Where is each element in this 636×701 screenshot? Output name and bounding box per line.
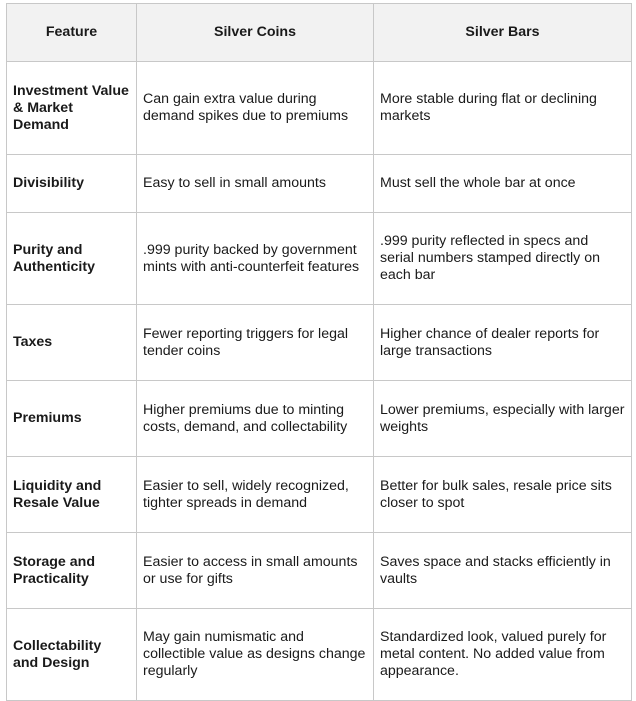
table-body bbox=[7, 62, 632, 701]
feature-cell: Investment Value & Market Demand bbox=[7, 62, 137, 155]
table-row-liquidity bbox=[7, 457, 632, 533]
feature-cell: Liquidity and Resale Value bbox=[7, 457, 137, 533]
header-silver-bars: Silver Bars bbox=[374, 4, 632, 62]
table-row-premiums bbox=[7, 381, 632, 457]
table-row-divisibility bbox=[7, 155, 632, 213]
coins-cell: Easier to sell, widely recognized, tighter spreads in demand bbox=[137, 457, 374, 533]
coins-cell: Easy to sell in small amounts bbox=[137, 155, 374, 213]
feature-cell: Purity and Authenticity bbox=[7, 213, 137, 305]
header-silver-coins: Silver Coins bbox=[137, 4, 374, 62]
coins-cell: Fewer reporting triggers for legal tender coins bbox=[137, 305, 374, 381]
bars-cell: Must sell the whole bar at once bbox=[374, 155, 632, 213]
table-row-purity bbox=[7, 213, 632, 305]
feature-cell: Storage and Practicality bbox=[7, 533, 137, 609]
table-row-storage bbox=[7, 533, 632, 609]
feature-cell: Divisibility bbox=[7, 155, 137, 213]
bars-cell: Lower premiums, especially with larger weights bbox=[374, 381, 632, 457]
coins-cell: Can gain extra value during demand spikes due to premiums bbox=[137, 62, 374, 155]
bars-cell: Higher chance of dealer reports for large transactions bbox=[374, 305, 632, 381]
table-row-investment-value bbox=[7, 62, 632, 155]
header-row bbox=[7, 4, 632, 62]
coins-cell: Easier to access in small amounts or use for gifts bbox=[137, 533, 374, 609]
bars-cell: Standardized look, valued purely for metal content. No added value from appearance. bbox=[374, 609, 632, 701]
feature-cell: Collectability and Design bbox=[7, 609, 137, 701]
table-header bbox=[7, 4, 632, 62]
table-row-collectability bbox=[7, 609, 632, 701]
feature-cell: Premiums bbox=[7, 381, 137, 457]
feature-cell: Taxes bbox=[7, 305, 137, 381]
comparison-table-container bbox=[6, 3, 631, 701]
coins-cell: May gain numismatic and collectible value as designs change regularly bbox=[137, 609, 374, 701]
comparison-table bbox=[6, 3, 632, 701]
table-row-taxes bbox=[7, 305, 632, 381]
coins-cell: .999 purity backed by government mints with anti-counterfeit features bbox=[137, 213, 374, 305]
header-feature: Feature bbox=[7, 4, 137, 62]
bars-cell: Better for bulk sales, resale price sits closer to spot bbox=[374, 457, 632, 533]
bars-cell: More stable during flat or declining markets bbox=[374, 62, 632, 155]
coins-cell: Higher premiums due to minting costs, demand, and collectability bbox=[137, 381, 374, 457]
bars-cell: .999 purity reflected in specs and serial numbers stamped directly on each bar bbox=[374, 213, 632, 305]
bars-cell: Saves space and stacks efficiently in vaults bbox=[374, 533, 632, 609]
